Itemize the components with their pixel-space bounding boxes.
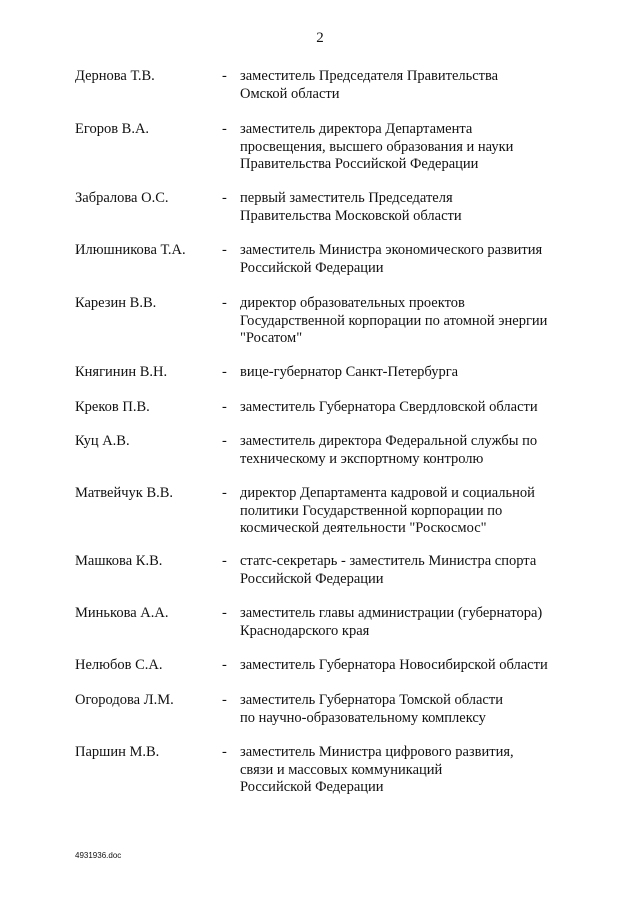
person-name: Огородова Л.М. <box>75 692 174 708</box>
dash-separator: - <box>222 657 227 673</box>
dash-separator: - <box>222 485 227 501</box>
dash-separator: - <box>222 242 227 258</box>
person-name: Забралова О.С. <box>75 190 169 206</box>
person-name: Нелюбов С.А. <box>75 657 163 673</box>
dash-separator: - <box>222 364 227 380</box>
person-name: Карезин В.В. <box>75 295 157 311</box>
person-position: заместитель Председателя Правительства Омской области <box>240 68 499 102</box>
person-position: заместитель Губернатора Томской области по научно-образовательному комплексу <box>240 692 503 726</box>
person-position: заместитель главы администрации (губернатора) Краснодарского края <box>240 605 543 639</box>
person-position: статс-секретарь - заместитель Министра спорта Российской Федерации <box>240 553 537 587</box>
dash-separator: - <box>222 433 227 449</box>
person-position: вице-губернатор Санкт-Петербурга <box>240 364 459 380</box>
person-position: заместитель директора Федеральной службы по техническому и экспортному контролю <box>240 433 538 467</box>
person-name: Егоров В.А. <box>75 121 150 137</box>
person-name: Илюшникова Т.А. <box>75 242 186 258</box>
person-name: Матвейчук В.В. <box>75 485 174 501</box>
dash-separator: - <box>222 68 227 84</box>
dash-separator: - <box>222 295 227 311</box>
person-position: первый заместитель Председателя Правительства Московской области <box>240 190 462 224</box>
person-position: заместитель Губернатора Новосибирской области <box>240 657 548 673</box>
dash-separator: - <box>222 190 227 206</box>
person-name: Машкова К.В. <box>75 553 163 569</box>
dash-separator: - <box>222 692 227 708</box>
person-name: Княгинин В.Н. <box>75 364 168 380</box>
person-name: Креков П.В. <box>75 399 150 415</box>
page-number: 2 <box>316 30 324 46</box>
person-position: заместитель директора Департамента просвещения, высшего образования и науки Правительства Российской Федерации <box>240 121 514 172</box>
person-name: Минькова А.А. <box>75 605 169 621</box>
person-name: Дернова Т.В. <box>75 68 155 84</box>
dash-separator: - <box>222 399 227 415</box>
person-position: директор образовательных проектов Государственной корпорации по атомной энергии "Росатом" <box>240 295 548 346</box>
person-position: заместитель Губернатора Свердловской области <box>240 399 538 415</box>
person-position: директор Департамента кадровой и социальной политики Государственной корпорации по космической деятельности "Роскосмос" <box>240 485 535 536</box>
dash-separator: - <box>222 605 227 621</box>
person-name: Паршин М.В. <box>75 744 160 760</box>
person-name: Куц А.В. <box>75 433 130 449</box>
person-position: заместитель Министра экономического развития Российской Федерации <box>240 242 543 276</box>
dash-separator: - <box>222 553 227 569</box>
dash-separator: - <box>222 121 227 137</box>
dash-separator: - <box>222 744 227 760</box>
document-filename: 4931936.doc <box>75 851 122 860</box>
person-position: заместитель Министра цифрового развития, связи и массовых коммуникаций Российской Федерации <box>240 744 514 795</box>
